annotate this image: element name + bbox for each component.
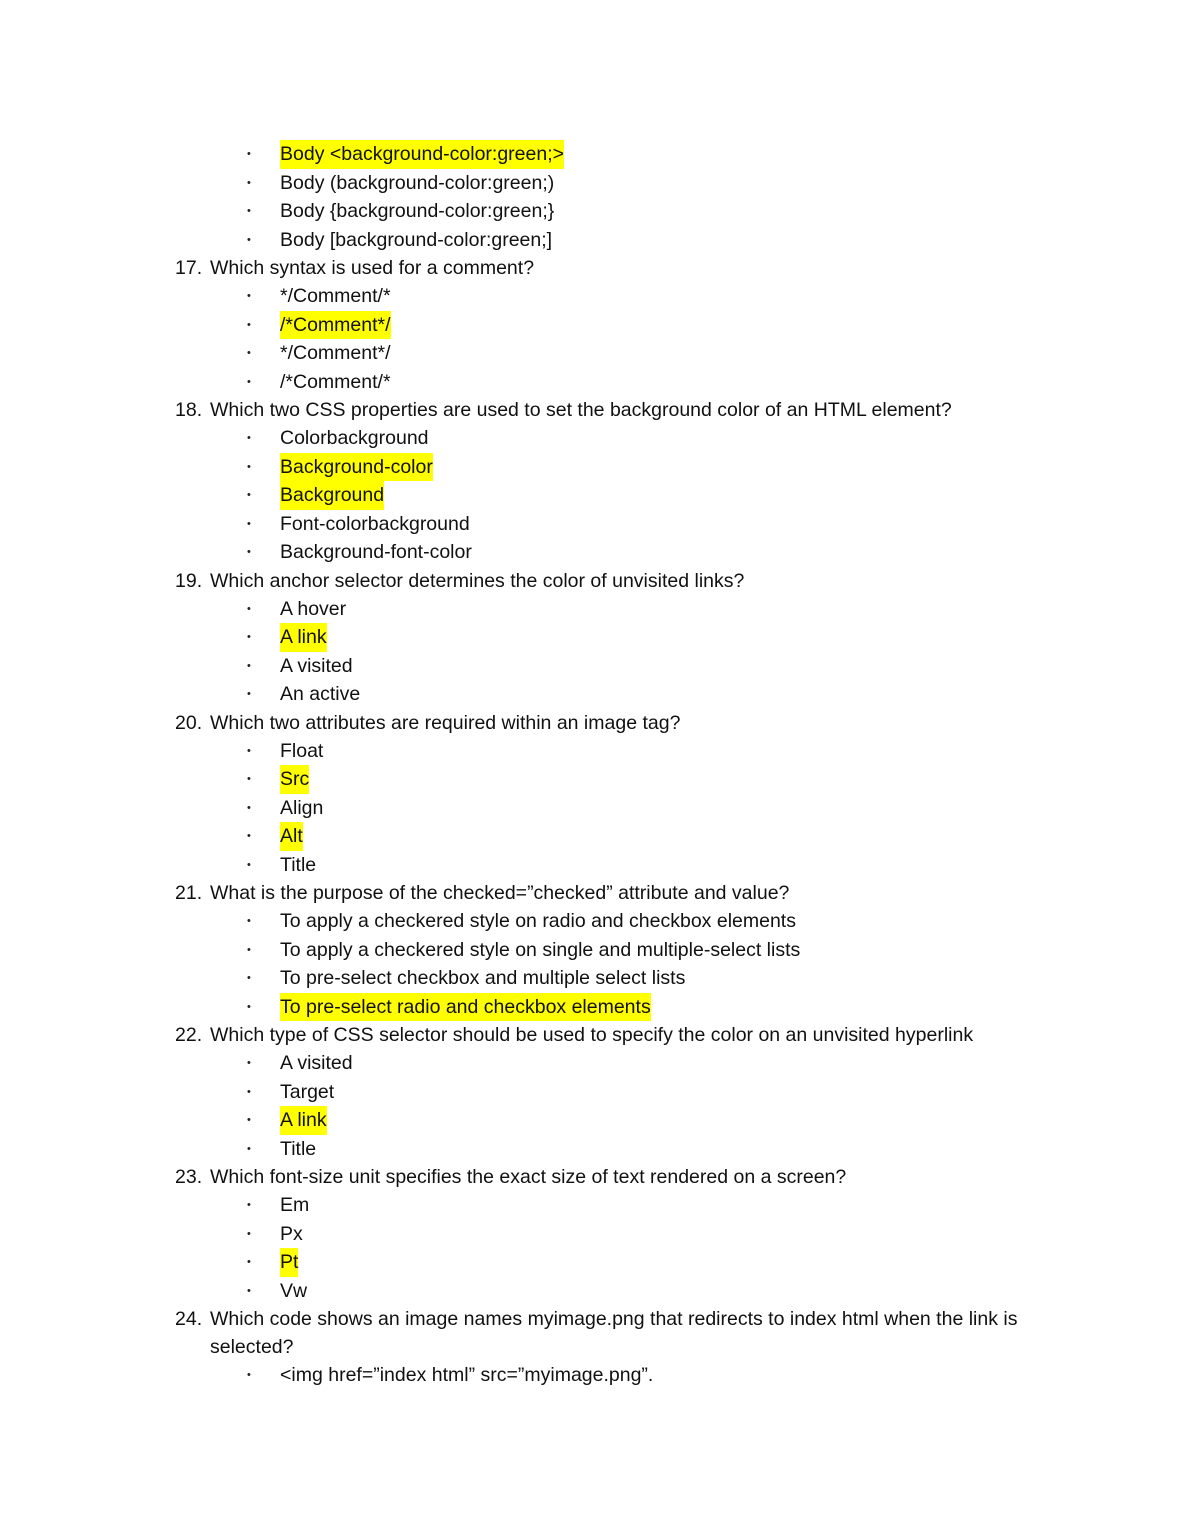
answer-option <box>175 1078 1035 1107</box>
bullet-icon: • <box>247 830 251 842</box>
bullet-icon: • <box>247 517 251 530</box>
highlighted-answer-text: A link <box>280 1106 327 1135</box>
bullet-icon: • <box>247 602 251 615</box>
bullet-icon: • <box>247 972 251 984</box>
answer-option <box>175 510 1035 539</box>
highlighted-answer-text: Background-color <box>280 453 433 482</box>
question-text: Which syntax is used for a comment? <box>210 257 535 279</box>
question <box>175 396 1035 424</box>
question <box>175 709 1035 737</box>
answer-text: Align <box>280 796 324 819</box>
answer-option <box>175 453 1035 482</box>
highlighted-answer-text: A link <box>280 623 327 652</box>
question-text: Which code shows an image names myimage.png that redirects to index html when the link is selected? <box>210 1308 1018 1358</box>
question-text: Which two CSS properties are used to set the background color of an HTML element? <box>210 399 952 421</box>
answer-option <box>175 311 1035 340</box>
question-text: Which font-size unit specifies the exact size of text rendered on a screen? <box>210 1166 847 1188</box>
answer-text: Px <box>280 1222 303 1245</box>
question <box>175 879 1035 907</box>
bullet-icon: • <box>247 1227 251 1240</box>
question-number: 20. <box>175 711 203 734</box>
bullet-icon: • <box>247 489 251 501</box>
bullet-icon: • <box>247 659 251 672</box>
answer-option <box>175 794 1035 823</box>
answer-option <box>175 339 1035 368</box>
question <box>175 254 1035 282</box>
highlighted-answer-text: To pre-select radio and checkbox elements <box>280 993 651 1022</box>
answer-text: To pre-select checkbox and multiple select lists <box>280 967 686 989</box>
highlighted-answer-text: Src <box>280 765 309 794</box>
answer-text: A visited <box>280 1052 353 1074</box>
answer-option <box>175 993 1035 1022</box>
answer-option <box>175 1248 1035 1277</box>
answer-text: To apply a checkered style on single and multiple-select lists <box>280 938 801 961</box>
answer-option <box>175 680 1035 709</box>
answer-option <box>175 1135 1035 1164</box>
highlighted-answer-text: Background <box>280 481 384 510</box>
answer-text: A hover <box>280 597 347 620</box>
bullet-icon: • <box>247 1284 251 1297</box>
bullet-icon: • <box>247 148 251 160</box>
bullet-icon: • <box>247 688 251 700</box>
bullet-icon: • <box>247 432 251 444</box>
answer-text: Em <box>280 1194 310 1216</box>
bullet-icon: • <box>247 1057 251 1069</box>
question-number: 24. <box>175 1308 203 1330</box>
answer-text: Font-colorbackground <box>280 512 470 535</box>
answer-option <box>175 1277 1035 1306</box>
answer-option <box>175 1106 1035 1135</box>
bullet-icon: • <box>247 290 251 302</box>
answer-option <box>175 1220 1035 1249</box>
highlighted-answer-text: /*Comment*/ <box>280 311 391 340</box>
answer-text: Body (background-color:green;) <box>280 171 555 194</box>
question-number: 17. <box>175 257 203 279</box>
answer-text: A visited <box>280 654 353 677</box>
bullet-icon: • <box>247 915 251 927</box>
answer-text: An active <box>280 683 361 705</box>
bullet-icon: • <box>247 943 251 956</box>
answer-option <box>175 822 1035 851</box>
question <box>175 1021 1035 1049</box>
question <box>175 1305 1035 1361</box>
bullet-icon: • <box>247 773 251 785</box>
answer-text: Float <box>280 739 324 762</box>
question-text: Which anchor selector determines the color of unvisited links? <box>210 569 745 592</box>
answer-text: Body {background-color:green;} <box>280 200 555 222</box>
answer-option <box>175 368 1035 397</box>
answer-option <box>175 737 1035 766</box>
answer-text: */Comment/* <box>280 285 391 307</box>
answer-option <box>175 623 1035 652</box>
answer-text: Vw <box>280 1279 308 1302</box>
bullet-icon: • <box>247 1000 251 1013</box>
answer-option <box>175 964 1035 993</box>
bullet-icon: • <box>247 347 251 359</box>
bullet-icon: • <box>247 1369 251 1381</box>
answer-text: To apply a checkered style on radio and checkbox elements <box>280 910 796 932</box>
highlighted-answer-text: Alt <box>280 822 303 851</box>
bullet-icon: • <box>247 546 251 558</box>
answer-text: Target <box>280 1080 335 1103</box>
question-number: 23. <box>175 1166 203 1188</box>
answer-option <box>175 652 1035 681</box>
bullet-icon: • <box>247 858 251 871</box>
question-text: What is the purpose of the checked=”checked” attribute and value? <box>210 882 790 904</box>
answer-option <box>175 1361 1035 1390</box>
quiz-content <box>175 140 1035 1390</box>
question-text: Which two attributes are required within an image tag? <box>210 711 681 734</box>
highlighted-answer-text: Pt <box>280 1248 298 1277</box>
answer-text: Title <box>280 1137 317 1160</box>
answer-option <box>175 595 1035 624</box>
answer-text: Body [background-color:green;] <box>280 228 553 251</box>
bullet-icon: • <box>247 1256 251 1268</box>
bullet-icon: • <box>247 318 251 331</box>
answer-option <box>175 197 1035 226</box>
answer-text: */Comment*/ <box>280 342 391 364</box>
question-number: 22. <box>175 1024 203 1046</box>
bullet-icon: • <box>247 1142 251 1155</box>
bullet-icon: • <box>247 801 251 814</box>
bullet-icon: • <box>247 744 251 757</box>
answer-option <box>175 169 1035 198</box>
bullet-icon: • <box>247 1085 251 1098</box>
answer-option <box>175 481 1035 510</box>
answer-option <box>175 424 1035 453</box>
question-number: 21. <box>175 882 203 904</box>
bullet-icon: • <box>247 176 251 189</box>
question-text: Which type of CSS selector should be used to specify the color on an unvisited hyperlink <box>210 1024 974 1046</box>
answer-option <box>175 1049 1035 1078</box>
bullet-icon: • <box>247 631 251 643</box>
answer-option <box>175 1191 1035 1220</box>
answer-option <box>175 851 1035 880</box>
question-number: 19. <box>175 569 203 592</box>
question <box>175 1163 1035 1191</box>
bullet-icon: • <box>247 1114 251 1126</box>
answer-option <box>175 936 1035 965</box>
answer-text: Title <box>280 853 317 876</box>
bullet-icon: • <box>247 1199 251 1211</box>
question-number: 18. <box>175 399 203 421</box>
answer-option <box>175 140 1035 169</box>
answer-option <box>175 282 1035 311</box>
answer-option <box>175 538 1035 567</box>
answer-text: Colorbackground <box>280 427 429 449</box>
bullet-icon: • <box>247 375 251 388</box>
answer-text: <img href=”index html” src=”myimage.png”. <box>280 1364 654 1386</box>
bullet-icon: • <box>247 205 251 217</box>
answer-text: Background-font-color <box>280 541 472 563</box>
question <box>175 567 1035 595</box>
answer-text: /*Comment/* <box>280 370 391 393</box>
answer-option <box>175 226 1035 255</box>
answer-option <box>175 765 1035 794</box>
bullet-icon: • <box>247 233 251 246</box>
answer-option <box>175 907 1035 936</box>
highlighted-answer-text: Body <background-color:green;> <box>280 140 564 169</box>
bullet-icon: • <box>247 460 251 473</box>
